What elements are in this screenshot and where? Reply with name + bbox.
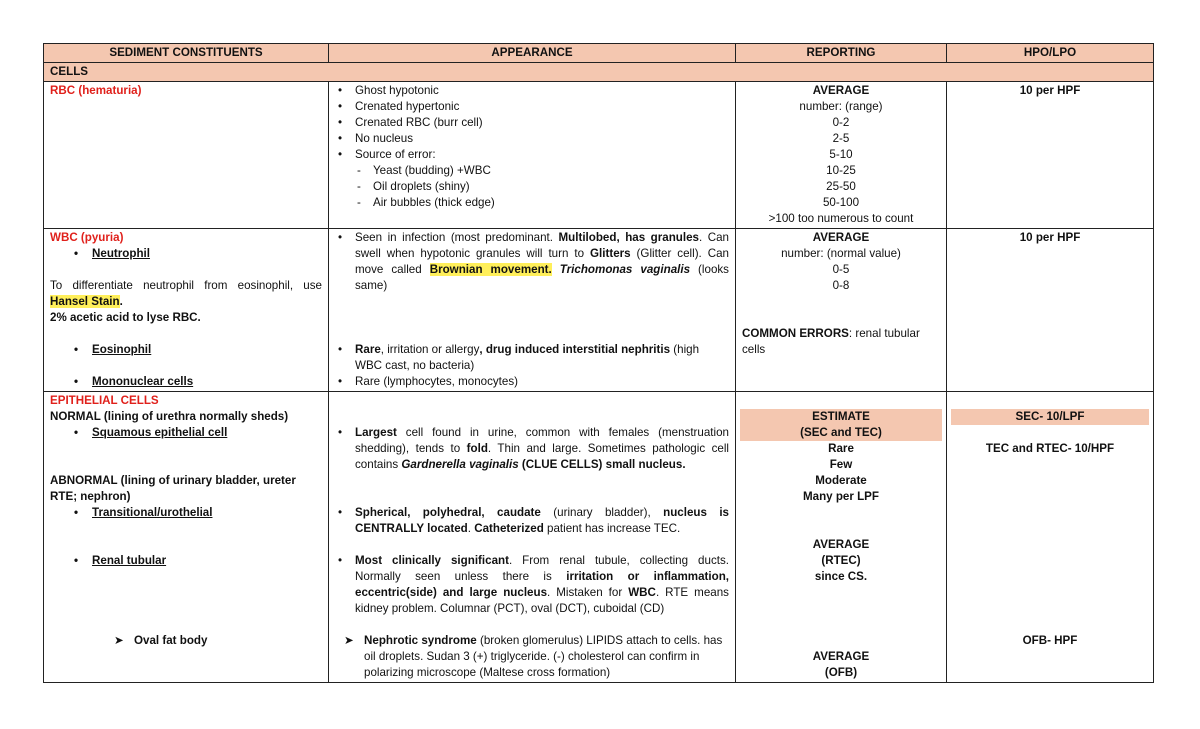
hansel-dot: . xyxy=(119,295,123,308)
list-item: - Yeast (budding) +WBC xyxy=(355,163,729,179)
spacer xyxy=(335,393,729,409)
spacer xyxy=(50,537,322,553)
spacer xyxy=(50,521,322,537)
t: Rare xyxy=(355,343,381,356)
t: (broken glomerulus) LIPIDS attach to cells. has oil droplets. Sudan 3 (+) triglyceride. (-) cholesterol can confirm in polarizing microscope (Maltese cross formation) xyxy=(364,634,723,679)
hansel-stain: Hansel Stain xyxy=(50,295,120,308)
spacer xyxy=(953,489,1147,505)
t: Gardnerella vaginalis xyxy=(401,458,519,471)
list-item: • Crenated hypertonic xyxy=(335,99,729,115)
rbc-report-line: 0-2 xyxy=(832,116,850,129)
estimate-box xyxy=(740,409,942,441)
spacer xyxy=(742,521,940,537)
t: COMMON ERRORS xyxy=(742,327,849,340)
epithelial-ofb xyxy=(108,633,322,649)
t: nucleus is CENTRALLY located xyxy=(355,506,729,535)
wbc-neutrophil: • Neutrophil xyxy=(50,246,322,262)
list-item: • Source of error: xyxy=(335,147,729,163)
t: (urinary bladder), xyxy=(540,506,664,519)
spacer xyxy=(953,569,1147,585)
spacer xyxy=(742,633,940,649)
wbc-common-errors xyxy=(742,326,940,358)
spacer xyxy=(742,601,940,617)
spacer xyxy=(953,585,1147,601)
estimate-line: Few xyxy=(829,458,853,471)
spacer xyxy=(335,326,729,342)
epithelial-title: EPITHELIAL CELLS xyxy=(50,394,159,407)
spacer xyxy=(50,569,322,585)
cell-epithelial-reporting xyxy=(736,392,947,683)
ofb-hpf: OFB- HPF xyxy=(1022,634,1078,647)
cell-wbc-hpo: 10 per HPF xyxy=(947,229,1154,392)
header-sediment-constituents: SEDIMENT CONSTITUENTS xyxy=(44,44,329,63)
spacer xyxy=(50,601,322,617)
ofb-line: (OFB) xyxy=(824,666,858,679)
t: Spherical, polyhedral, caudate xyxy=(355,506,541,519)
rbc-appearance-list xyxy=(335,83,729,163)
cell-epithelial-appearance xyxy=(329,392,736,683)
t: Most clinically significant xyxy=(355,554,509,567)
spacer xyxy=(50,665,322,681)
spacer xyxy=(953,393,1147,409)
spacer xyxy=(50,358,322,374)
spacer xyxy=(742,585,940,601)
spacer xyxy=(953,553,1147,569)
diff-text: To differentiate neutrophil from eosinophil, use xyxy=(50,279,322,292)
estimate-line: Rare xyxy=(828,442,854,455)
epithelial-transitional: • Transitional/urothelial xyxy=(50,505,322,521)
t: fold xyxy=(466,442,488,455)
rbc-report-title: AVERAGE xyxy=(812,84,870,97)
list-item: • Ghost hypotonic xyxy=(335,83,729,99)
list-item: - Oil droplets (shiny) xyxy=(355,179,729,195)
estimate-line: Many per LPF xyxy=(802,490,880,503)
squamous-appearance xyxy=(335,425,729,473)
rbc-report-line: number: (range) xyxy=(799,100,883,113)
section-row-cells xyxy=(44,63,1154,82)
spacer xyxy=(335,617,729,633)
t: (high WBC cast, no bacteria) xyxy=(355,343,700,372)
t: Catheterized xyxy=(474,522,544,535)
spacer xyxy=(953,617,1147,633)
spacer xyxy=(335,409,729,425)
t: (SEC and TEC) xyxy=(800,426,882,439)
cell-rbc-appearance xyxy=(329,82,736,229)
header-row xyxy=(44,44,1154,63)
cell-rbc-constituent xyxy=(44,82,329,229)
t: Nephrotic syndrome xyxy=(364,634,477,647)
spacer xyxy=(953,425,1147,441)
renal-appearance xyxy=(335,553,729,617)
t: patient has increase TEC. xyxy=(543,522,681,535)
header-reporting: REPORTING xyxy=(736,44,947,63)
transitional-appearance xyxy=(335,505,729,537)
spacer xyxy=(742,617,940,633)
spacer xyxy=(953,473,1147,489)
rbc-report-line: 5-10 xyxy=(829,148,853,161)
rtec-line: since CS. xyxy=(814,570,868,583)
cell-wbc-reporting xyxy=(736,229,947,392)
t: : renal tubular cells xyxy=(742,327,920,356)
mononuclear-appearance: • Rare (lymphocytes, monocytes) xyxy=(335,374,729,390)
spacer xyxy=(335,310,729,326)
rbc-report-line: >100 too numerous to count xyxy=(768,212,914,225)
table-row-wbc xyxy=(44,229,1154,392)
t: , irritation or allergy xyxy=(380,343,480,356)
rbc-title: RBC (hematuria) xyxy=(50,84,142,97)
ofb-appearance xyxy=(338,633,729,681)
spacer xyxy=(742,505,940,521)
spacer xyxy=(335,537,729,553)
t: . From renal tubule, collecting ducts. Normally seen unless there is xyxy=(355,554,729,583)
arrow-bullet-icon: ➤ xyxy=(114,634,124,647)
wbc-acetic: 2% acetic acid to lyse RBC. xyxy=(50,311,201,324)
t: . xyxy=(467,522,475,535)
wbc-report-line: number: (normal value) xyxy=(781,247,901,260)
cell-epithelial-constituent xyxy=(44,392,329,683)
cell-wbc-appearance xyxy=(329,229,736,392)
t: cell found in urine, common with females (menstruation shedding), tends to xyxy=(355,426,729,455)
spacer xyxy=(953,601,1147,617)
t: . RTE means kidney problem. Columnar (PCT), oval (DCT), cuboidal (CD) xyxy=(355,586,729,615)
wbc-title: WBC (pyuria) xyxy=(50,231,124,244)
t: Multilobed, has granules xyxy=(558,231,699,244)
t: (Glitter cell). Can move called xyxy=(355,247,729,276)
epithelial-squamous: • Squamous epithelial cell xyxy=(50,425,322,441)
list-item: • No nucleus xyxy=(335,131,729,147)
wbc-report-title: AVERAGE xyxy=(812,231,870,244)
wbc-diff-text xyxy=(50,278,322,310)
rbc-report-line: 10-25 xyxy=(826,164,856,177)
spacer xyxy=(50,457,322,473)
spacer xyxy=(50,585,322,601)
t: Largest xyxy=(355,426,397,439)
t: . Can swell when hypotonic granules will turn to xyxy=(355,231,729,260)
spacer xyxy=(335,473,729,489)
spacer xyxy=(953,521,1147,537)
spacer xyxy=(335,489,729,505)
cell-epithelial-hpo xyxy=(947,392,1154,683)
table-row-rbc xyxy=(44,82,1154,229)
t: . Mistaken for xyxy=(547,586,629,599)
t: , drug induced interstitial nephritis xyxy=(479,343,671,356)
ofb-line: AVERAGE xyxy=(812,650,870,663)
t: (looks same) xyxy=(355,263,729,292)
spacer xyxy=(742,393,940,409)
t: Seen in infection (most predominant. xyxy=(355,231,559,244)
cell-wbc-constituent xyxy=(44,229,329,392)
spacer xyxy=(953,505,1147,521)
estimate-line: Moderate xyxy=(815,474,867,487)
wbc-mononuclear: • Mononuclear cells xyxy=(50,374,322,390)
arrow-bullet-icon: ➤ xyxy=(344,634,354,647)
spacer xyxy=(50,262,322,278)
t: Oval fat body xyxy=(134,634,208,647)
t: irritation or inflammation, eccentric(side) and large nucleus xyxy=(355,570,730,599)
neutrophil-appearance xyxy=(335,230,729,294)
rtec-line: (RTEC) xyxy=(821,554,861,567)
list-item: - Air bubbles (thick edge) xyxy=(355,195,729,211)
tec-rtec-hpf: TEC and RTEC- 10/HPF xyxy=(985,442,1115,455)
t: Brownian movement. xyxy=(429,263,552,276)
table-row-epithelial xyxy=(44,392,1154,683)
rbc-report-line: 50-100 xyxy=(822,196,860,209)
section-title-cells: CELLS xyxy=(44,63,1154,82)
sec-lpf-box: SEC- 10/LPF xyxy=(951,409,1149,425)
header-appearance: APPEARANCE xyxy=(329,44,736,63)
rbc-report-line: 2-5 xyxy=(832,132,850,145)
t: WBC xyxy=(628,586,656,599)
cell-rbc-hpo: 10 per HPF xyxy=(947,82,1154,229)
wbc-report-line: 0-8 xyxy=(832,279,850,292)
spacer xyxy=(742,310,940,326)
epithelial-normal: NORMAL (lining of urethra normally sheds) xyxy=(50,410,289,423)
t: Glitters xyxy=(590,247,631,260)
rbc-report-line: 25-50 xyxy=(826,180,856,193)
t: ESTIMATE xyxy=(812,410,870,423)
epithelial-abnormal: ABNORMAL (lining of urinary bladder, ureter RTE; nephron) xyxy=(50,474,296,503)
epithelial-renal: • Renal tubular xyxy=(50,553,322,569)
spacer xyxy=(335,294,729,310)
t: Trichomonas vaginalis xyxy=(559,263,691,276)
rtec-line: AVERAGE xyxy=(812,538,870,551)
header-hpo-lpo: HPO/LPO xyxy=(947,44,1154,63)
spacer xyxy=(50,617,322,633)
list-item: • Crenated RBC (burr cell) xyxy=(335,115,729,131)
t xyxy=(552,263,560,276)
cell-rbc-reporting xyxy=(736,82,947,229)
wbc-report-line: 0-5 xyxy=(832,263,850,276)
t: (CLUE CELLS) small nucleus. xyxy=(518,458,686,471)
rbc-error-list xyxy=(335,163,729,211)
spacer xyxy=(953,457,1147,473)
spacer xyxy=(50,649,322,665)
spacer xyxy=(742,294,940,310)
eosinophil-appearance xyxy=(335,342,729,374)
spacer xyxy=(50,441,322,457)
spacer xyxy=(953,537,1147,553)
t: . Thin and large. Sometimes pathologic cell contains xyxy=(355,442,729,471)
spacer xyxy=(50,326,322,342)
sediment-table xyxy=(43,43,1154,683)
wbc-eosinophil: • Eosinophil xyxy=(50,342,322,358)
